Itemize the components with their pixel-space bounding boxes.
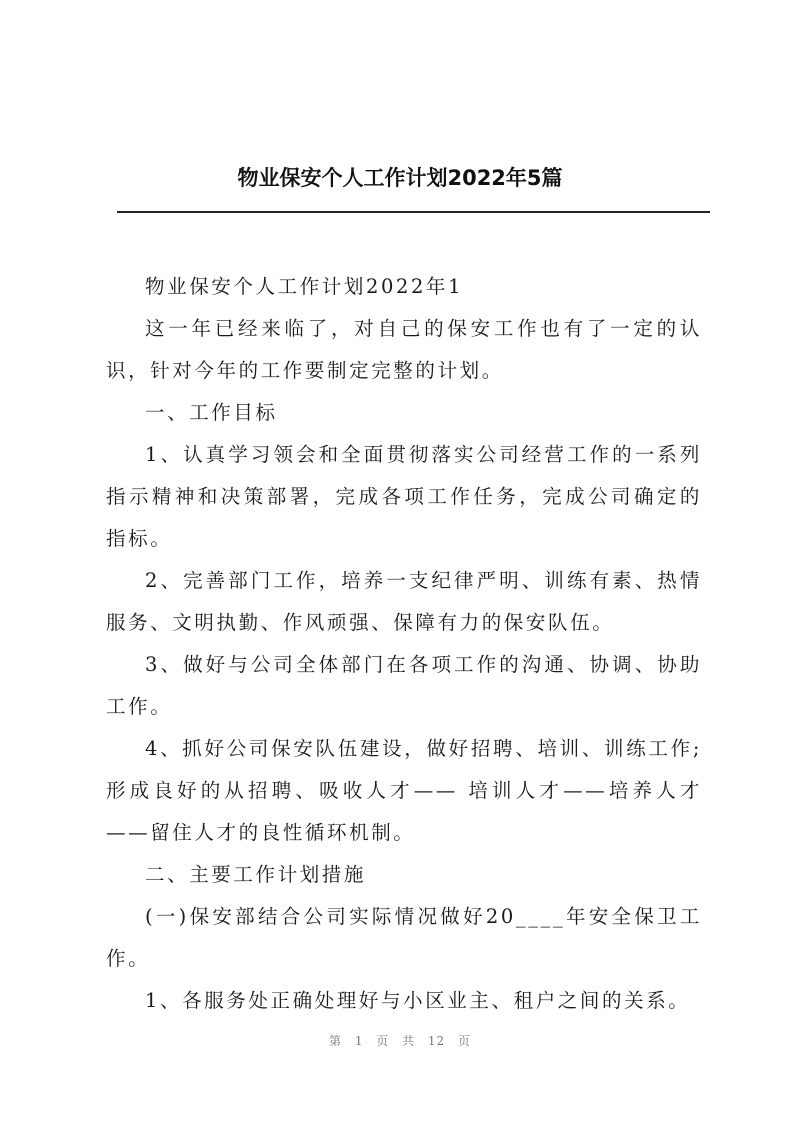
body-paragraph: (一)保安部结合公司实际情况做好20____年安全保卫工作。 [106,905,702,970]
page-footer: 第 1 页 共 12 页 [329,1034,471,1048]
body-paragraph: 1、各服务处正确处理好与小区业主、租户之间的关系。 [145,989,691,1012]
body-paragraph: 3、做好与公司全体部门在各项工作的沟通、协调、协助工作。 [106,653,702,718]
section-heading: 物业保安个人工作计划2022年1 [145,275,464,298]
document-body [106,266,702,1022]
body-paragraph: 4、抓好公司保安队伍建设，做好招聘、培训、训练工作;形成良好的从招聘、吸收人才—— 培训人才——培养人才——留住人才的良性循环机制。 [106,737,702,844]
title-divider [117,211,710,213]
body-paragraph: 这一年已经来临了，对自己的保安工作也有了一定的认识，针对今年的工作要制定完整的计划。 [106,317,702,382]
body-paragraph: 1、认真学习领会和全面贯彻落实公司经营工作的一系列指示精神和决策部署，完成各项工作任务，完成公司确定的指标。 [106,443,702,550]
page-title: 物业保安个人工作计划2022年5篇 [237,166,563,190]
subsection-heading: 二、主要工作计划措施 [145,863,367,886]
body-paragraph: 2、完善部门工作，培养一支纪律严明、训练有素、热情服务、文明执勤、作风顽强、保障有力的保安队伍。 [106,569,702,634]
subsection-heading: 一、工作目标 [145,401,278,424]
